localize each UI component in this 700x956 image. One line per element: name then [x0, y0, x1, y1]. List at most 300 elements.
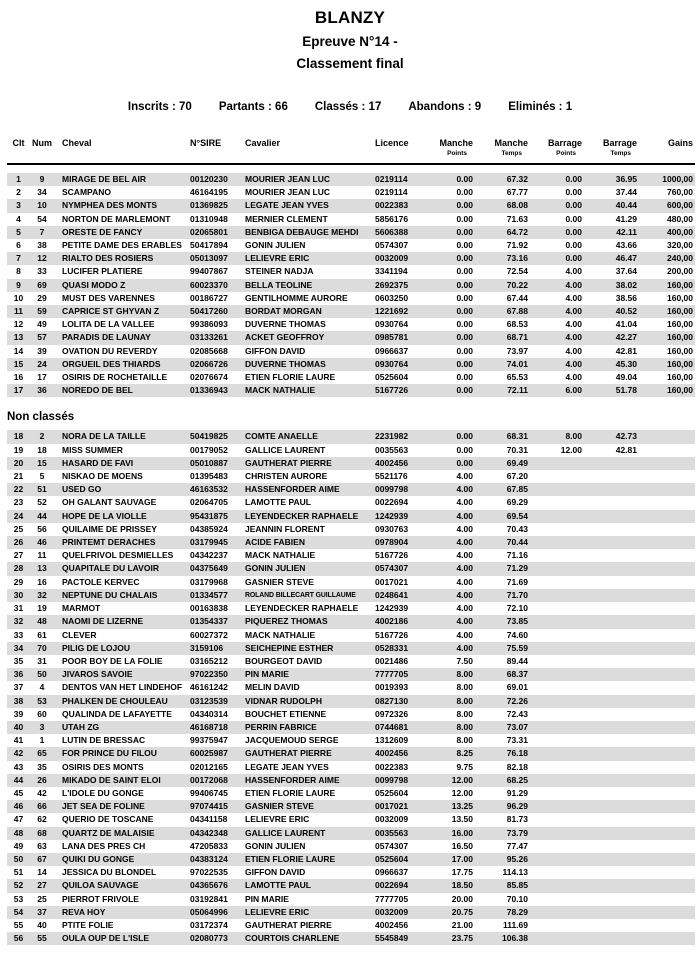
cell-gains — [639, 919, 695, 932]
cell-num: 33 — [37, 266, 47, 277]
cell-barrage_points — [530, 919, 584, 932]
cell-sire: 99406745 — [190, 787, 228, 798]
cell-manche_points: 0.00 — [456, 213, 473, 224]
cell-licence: 4002456 — [375, 919, 409, 930]
cell-num: 68 — [37, 827, 47, 838]
cell-gains — [639, 510, 695, 523]
cell-cheval: CLEVER — [62, 629, 97, 640]
cell-barrage_points — [530, 774, 584, 787]
cell-clt: 28 — [13, 563, 24, 574]
cell-sire: 60027372 — [190, 629, 228, 640]
cell-barrage_points — [530, 496, 584, 509]
cell-cheval: SCAMPANO — [62, 187, 111, 198]
table-row — [7, 602, 695, 615]
cell-manche_temps: 68.31 — [506, 431, 528, 442]
cell-cavalier: LEYENDECKER RAPHAELE — [245, 510, 359, 521]
table-row — [7, 226, 695, 239]
table-row — [7, 932, 695, 945]
cell-clt: 15 — [13, 358, 24, 369]
cell-manche_temps: 72.26 — [506, 695, 528, 706]
cell-manche_temps: 67.32 — [506, 174, 528, 184]
cell-cavalier: CHRISTEN AURORE — [245, 471, 328, 482]
cell-manche_points: 0.00 — [456, 266, 473, 277]
cell-cheval: PACTOLE KERVEC — [62, 576, 140, 587]
cell-licence: 0525604 — [375, 372, 409, 383]
table-row — [7, 668, 695, 681]
cell-gains: 760,00 — [667, 187, 693, 198]
cell-barrage_temps — [584, 708, 639, 721]
cell-gains — [639, 615, 695, 628]
cell-num: 19 — [37, 603, 47, 614]
cell-manche_temps: 111.69 — [502, 919, 528, 930]
cell-licence: 0017021 — [375, 801, 409, 812]
classified-body — [7, 173, 695, 397]
cell-barrage_temps: 40.44 — [615, 200, 637, 211]
cell-clt: 31 — [13, 603, 24, 614]
cell-sire: 02076674 — [190, 372, 228, 383]
cell-num: 34 — [37, 187, 47, 198]
cell-sire: 50417260 — [190, 306, 228, 317]
cell-cavalier: LEYENDECKER RAPHAELE — [245, 603, 359, 614]
cell-num: 36 — [37, 385, 47, 396]
cell-clt: 2 — [16, 187, 21, 198]
cell-licence: 0966637 — [375, 867, 409, 878]
cell-manche_points: 0.00 — [456, 372, 473, 383]
cell-sire: 04341158 — [190, 814, 228, 825]
cell-gains: 160,00 — [667, 358, 693, 369]
table-row — [7, 800, 695, 813]
cell-licence: 7777705 — [375, 893, 409, 904]
cell-barrage_points: 0.00 — [565, 253, 582, 264]
cell-barrage_temps: 42.73 — [615, 431, 637, 442]
table-row — [7, 239, 695, 252]
cell-cheval: MIKADO DE SAINT ELOI — [62, 774, 161, 785]
table-row — [7, 695, 695, 708]
cell-manche_points: 4.00 — [456, 629, 473, 640]
cell-sire: 3159106 — [190, 642, 224, 653]
cell-sire: 03165212 — [190, 655, 228, 666]
cell-cavalier: VIDNAR RUDOLPH — [245, 695, 322, 706]
cell-barrage_points — [530, 932, 584, 945]
cell-licence: 0099798 — [375, 484, 409, 495]
cell-clt: 43 — [13, 761, 24, 772]
cell-licence: 0019393 — [375, 682, 409, 693]
table-row — [7, 734, 695, 747]
cell-licence: 0603250 — [375, 292, 409, 303]
cell-barrage_temps — [584, 655, 639, 668]
cell-clt: 50 — [13, 853, 24, 864]
cell-barrage_points: 4.00 — [565, 279, 582, 290]
cell-gains: 160,00 — [667, 385, 693, 396]
cell-barrage_points: 12.00 — [560, 444, 582, 455]
cell-cheval: ORGUEIL DES THIARDS — [62, 358, 161, 369]
cell-manche_points: 4.00 — [456, 550, 473, 561]
cell-clt: 17 — [13, 385, 24, 396]
cell-cheval: OVATION DU REVERDY — [62, 345, 158, 356]
cell-manche_temps: 75.59 — [506, 642, 528, 653]
cell-barrage_points: 4.00 — [565, 372, 582, 383]
cell-barrage_temps — [584, 510, 639, 523]
cell-barrage_temps — [584, 681, 639, 694]
cell-clt: 12 — [13, 319, 24, 330]
cell-cavalier: BENBIGA DEBAUGE MEHDI — [245, 226, 359, 237]
cell-num: 54 — [37, 213, 47, 224]
cell-cavalier: GALLICE LAURENT — [245, 444, 326, 455]
cell-manche_points: 0.00 — [456, 444, 473, 455]
cell-cavalier: GAUTHERAT PIERRE — [245, 457, 332, 468]
cell-gains — [639, 470, 695, 483]
cell-cheval: L'IDOLE DU GONGE — [62, 787, 144, 798]
cell-barrage_temps: 49.04 — [615, 372, 637, 383]
cell-clt: 36 — [13, 669, 24, 680]
cell-manche_points: 0.00 — [456, 174, 473, 184]
cell-sire: 97022535 — [190, 867, 228, 878]
cell-cheval: PTITE FOLIE — [62, 919, 114, 930]
cell-manche_temps: 71.92 — [506, 240, 528, 251]
cell-cavalier: DUVERNE THOMAS — [245, 358, 326, 369]
cell-licence: 0032009 — [375, 906, 409, 917]
cell-num: 12 — [37, 253, 47, 264]
cell-num: 59 — [37, 306, 47, 317]
cell-cavalier: MOURIER JEAN LUC — [245, 174, 331, 184]
cell-cheval: USED GO — [62, 484, 102, 495]
col-cavalier: Cavalier — [245, 138, 281, 148]
cell-cheval: NEPTUNE DU CHALAIS — [62, 589, 158, 600]
cell-manche_points: 20.00 — [451, 893, 473, 904]
cell-barrage_temps — [584, 549, 639, 562]
cell-cavalier: GONIN JULIEN — [245, 240, 306, 251]
cell-cheval: QUILAIME DE PRISSEY — [62, 523, 157, 534]
table-row — [7, 199, 695, 212]
cell-barrage_temps — [584, 496, 639, 509]
cell-num: 10 — [37, 200, 47, 211]
cell-cavalier: MERNIER CLEMENT — [245, 213, 328, 224]
cell-licence: 4002456 — [375, 457, 409, 468]
cell-num: 27 — [37, 880, 47, 891]
cell-barrage_points — [530, 629, 584, 642]
cell-clt: 27 — [13, 550, 24, 561]
cell-sire: 01369825 — [190, 200, 228, 211]
cell-manche_temps: 69.49 — [506, 457, 528, 468]
cell-manche_points: 12.00 — [451, 774, 473, 785]
cell-manche_temps: 70.43 — [506, 523, 528, 534]
cell-num: 2 — [39, 431, 45, 442]
cell-gains — [639, 774, 695, 787]
ranking-subtitle: Classement final — [296, 56, 404, 71]
table-row — [7, 589, 695, 602]
cell-cheval: LUCIFER PLATIERE — [62, 266, 143, 277]
cell-barrage_points — [530, 695, 584, 708]
cell-barrage_points: 4.00 — [565, 266, 582, 277]
cell-clt: 37 — [13, 682, 24, 693]
cell-cavalier: MACK NATHALIE — [245, 550, 316, 561]
cell-licence: 1242939 — [375, 510, 409, 521]
table-row — [7, 523, 695, 536]
cell-cavalier: ETIEN FLORIE LAURE — [245, 787, 336, 798]
cell-sire: 99386093 — [190, 319, 228, 330]
cell-licence: 0972326 — [375, 708, 409, 719]
cell-manche_temps: 70.22 — [506, 279, 528, 290]
cell-manche_temps: 73.79 — [506, 827, 528, 838]
cell-num: 25 — [37, 893, 47, 904]
cell-cavalier: LELIEVRE ERIC — [245, 814, 310, 825]
cell-manche_points: 8.00 — [456, 695, 473, 706]
cell-gains: 600,00 — [667, 200, 693, 211]
col-clt-sub — [7, 149, 30, 164]
cell-num: 69 — [37, 279, 47, 290]
cell-gains — [639, 549, 695, 562]
cell-manche_temps: 71.29 — [506, 563, 528, 574]
col-clt: Clt — [12, 138, 25, 148]
cell-cavalier: GAUTHERAT PIERRE — [245, 748, 332, 759]
cell-barrage_points — [530, 827, 584, 840]
cell-gains — [639, 893, 695, 906]
cell-cheval: NOREDO DE BEL — [62, 385, 133, 396]
cell-cavalier: ACKET GEOFFROY — [245, 332, 325, 343]
cell-manche_temps: 70.31 — [506, 444, 528, 455]
cell-clt: 47 — [13, 814, 24, 825]
cell-manche_temps: 73.97 — [506, 345, 528, 356]
col-sire-sub — [188, 149, 243, 164]
table-row — [7, 371, 695, 384]
cell-manche_points: 4.00 — [456, 484, 473, 495]
cell-barrage_points — [530, 457, 584, 470]
table-row — [7, 457, 695, 470]
cell-num: 5 — [39, 471, 45, 482]
cell-sire: 01395483 — [190, 471, 228, 482]
cell-licence: 0525604 — [375, 853, 409, 864]
cell-barrage_temps: 40.52 — [615, 306, 637, 317]
cell-manche_points: 4.00 — [456, 471, 473, 482]
cell-sire: 05064996 — [190, 906, 228, 917]
cell-barrage_temps — [584, 761, 639, 774]
cell-barrage_points: 0.00 — [565, 226, 582, 237]
cell-barrage_temps — [584, 576, 639, 589]
cell-clt: 22 — [13, 484, 24, 495]
cell-licence: 2692375 — [375, 279, 409, 290]
cell-barrage_temps: 42.81 — [615, 444, 637, 455]
non-classes-results-table — [7, 430, 695, 945]
cell-licence: 0022383 — [375, 761, 409, 772]
table-row — [7, 292, 695, 305]
document-header — [0, 0, 700, 72]
stat-partants: Partants : 66 — [218, 101, 288, 113]
cell-cavalier: BOURGEOT DAVID — [245, 655, 323, 666]
cell-manche_temps: 73.31 — [506, 735, 528, 746]
cell-cavalier: GONIN JULIEN — [245, 563, 306, 574]
cell-barrage_points — [530, 761, 584, 774]
cell-manche_temps: 74.01 — [506, 358, 528, 369]
cell-num: 1 — [39, 735, 45, 746]
cell-barrage_temps — [584, 523, 639, 536]
cell-manche_points: 8.00 — [456, 682, 473, 693]
cell-clt: 1 — [16, 174, 21, 184]
cell-manche_temps: 70.44 — [506, 537, 528, 548]
cell-num: 40 — [37, 919, 47, 930]
cell-barrage_temps — [584, 787, 639, 800]
cell-gains — [639, 681, 695, 694]
cell-barrage_temps: 37.64 — [615, 266, 637, 277]
cell-licence: 0017021 — [375, 576, 409, 587]
cell-sire: 02065801 — [190, 226, 228, 237]
cell-cavalier: GENTILHOMME AURORE — [245, 292, 348, 303]
table-row — [7, 708, 695, 721]
cell-cavalier: COMTE ANAELLE — [245, 431, 318, 442]
cell-barrage_points: 6.00 — [565, 385, 582, 396]
cell-barrage_points — [530, 510, 584, 523]
cell-cavalier: LEGATE JEAN YVES — [245, 761, 329, 772]
cell-cheval: QUIKI DU GONGE — [62, 853, 135, 864]
cell-manche_temps: 67.88 — [506, 306, 528, 317]
cell-sire: 46161242 — [190, 682, 228, 693]
cell-manche_points: 4.00 — [456, 537, 473, 548]
cell-barrage_points — [530, 721, 584, 734]
cell-barrage_points: 0.00 — [565, 174, 582, 184]
cell-licence: 5606388 — [375, 226, 409, 237]
cell-clt: 40 — [13, 721, 24, 732]
cell-cheval: QUERIO DE TOSCANE — [62, 814, 154, 825]
cell-cheval: PIERROT FRIVOLE — [62, 893, 139, 904]
cell-barrage_temps — [584, 800, 639, 813]
cell-sire: 02080773 — [190, 933, 228, 944]
table-row — [7, 615, 695, 628]
cell-num: 11 — [37, 550, 47, 561]
stat-abandons: Abandons : 9 — [408, 101, 482, 113]
cell-barrage_points: 0.00 — [565, 240, 582, 251]
cell-num: 17 — [37, 372, 47, 383]
table-row — [7, 305, 695, 318]
cell-gains: 480,00 — [667, 213, 693, 224]
cell-sire: 02012165 — [190, 761, 228, 772]
cell-sire: 99375947 — [190, 735, 228, 746]
cell-barrage_temps: 37.44 — [615, 187, 637, 198]
table-row — [7, 265, 695, 278]
cell-manche_points: 0.00 — [456, 457, 473, 468]
cell-cheval: PRINTEMT DERACHES — [62, 537, 156, 548]
cell-num: 35 — [37, 761, 47, 772]
cell-num: 39 — [37, 345, 47, 356]
cell-clt: 33 — [13, 629, 24, 640]
cell-barrage_points — [530, 813, 584, 826]
cell-gains: 160,00 — [667, 319, 693, 330]
cell-barrage_points: 0.00 — [565, 187, 582, 198]
cell-gains — [639, 496, 695, 509]
cell-gains — [639, 761, 695, 774]
cell-cheval: JET SEA DE FOLINE — [62, 801, 145, 812]
cell-barrage_points — [530, 655, 584, 668]
table-row — [7, 681, 695, 694]
cell-cheval: OH GALANT SAUVAGE — [62, 497, 157, 508]
cell-clt: 49 — [13, 840, 24, 851]
cell-manche_points: 0.00 — [456, 319, 473, 330]
cell-num: 49 — [37, 319, 47, 330]
cell-num: 46 — [37, 537, 47, 548]
cell-manche_points: 0.00 — [456, 240, 473, 251]
table-row — [7, 173, 695, 186]
cell-cheval: NORA DE LA TAILLE — [62, 431, 146, 442]
classified-results-table — [7, 173, 695, 397]
col-barrage-points: Barrage — [547, 138, 582, 148]
cell-licence: 0022694 — [375, 497, 409, 508]
cell-gains — [639, 668, 695, 681]
cell-sire: 04342237 — [190, 550, 228, 561]
cell-manche_temps: 106.38 — [502, 933, 528, 944]
cell-manche_points: 4.00 — [456, 589, 473, 600]
cell-barrage_points — [530, 523, 584, 536]
cell-manche_points: 0.00 — [456, 385, 473, 396]
cell-barrage_points — [530, 853, 584, 866]
cell-licence: 5167726 — [375, 550, 409, 561]
cell-clt: 55 — [13, 919, 24, 930]
table-row — [7, 331, 695, 344]
cell-sire: 01354337 — [190, 616, 228, 627]
col-cheval-sub — [54, 149, 188, 164]
cell-barrage_temps — [584, 747, 639, 760]
cell-num: 56 — [37, 523, 47, 534]
cell-barrage_points: 0.00 — [565, 213, 582, 224]
cell-gains — [639, 747, 695, 760]
cell-num: 14 — [37, 867, 47, 878]
cell-sire: 47205833 — [190, 840, 228, 851]
cell-barrage_temps — [584, 879, 639, 892]
cell-barrage_points — [530, 800, 584, 813]
cell-licence: 0930763 — [375, 523, 409, 534]
cell-gains — [639, 695, 695, 708]
cell-manche_points: 8.00 — [456, 721, 473, 732]
cell-barrage_temps — [584, 866, 639, 879]
cell-cheval: PHALKEN DE CHOULEAU — [62, 695, 168, 706]
cell-cheval: NORTON DE MARLEMONT — [62, 213, 171, 224]
cell-licence: 5167726 — [375, 629, 409, 640]
cell-cavalier: PIN MARIE — [245, 893, 289, 904]
cell-sire: 00172068 — [190, 774, 228, 785]
cell-num: 9 — [39, 174, 45, 184]
table-row — [7, 213, 695, 226]
col-sire: N°SIRE — [190, 138, 222, 148]
cell-sire: 60023370 — [190, 279, 228, 290]
cell-barrage_temps — [584, 840, 639, 853]
cell-cavalier: MOURIER JEAN LUC — [245, 187, 331, 198]
cell-manche_temps: 114.13 — [502, 867, 528, 878]
col-manche-temps-sub: Temps — [501, 150, 522, 157]
cell-barrage_temps: 43.66 — [615, 240, 637, 251]
cell-barrage_points — [530, 576, 584, 589]
cell-num: 16 — [37, 576, 47, 587]
table-row — [7, 747, 695, 760]
cell-clt: 39 — [13, 708, 24, 719]
cell-clt: 56 — [13, 933, 24, 944]
cell-manche_points: 17.75 — [451, 867, 473, 878]
cell-licence: 0032009 — [375, 253, 409, 264]
cell-manche_temps: 72.10 — [506, 603, 528, 614]
cell-barrage_temps — [584, 734, 639, 747]
cell-num: 37 — [37, 906, 47, 917]
cell-gains — [639, 932, 695, 945]
cell-gains — [639, 655, 695, 668]
cell-cavalier: PERRIN FABRICE — [245, 721, 317, 732]
cell-num: 3 — [39, 721, 45, 732]
cell-barrage_temps: 38.56 — [615, 292, 637, 303]
cell-manche_points: 8.00 — [456, 708, 473, 719]
table-row — [7, 345, 695, 358]
cell-clt: 45 — [13, 787, 24, 798]
col-num: Num — [32, 138, 52, 148]
cell-cheval: RIALTO DES ROSIERS — [62, 253, 154, 264]
cell-sire: 60025987 — [190, 748, 228, 759]
cell-manche_points: 0.00 — [456, 332, 473, 343]
cell-cavalier: LAMOTTE PAUL — [245, 880, 311, 891]
cell-licence: 0219114 — [375, 174, 408, 184]
